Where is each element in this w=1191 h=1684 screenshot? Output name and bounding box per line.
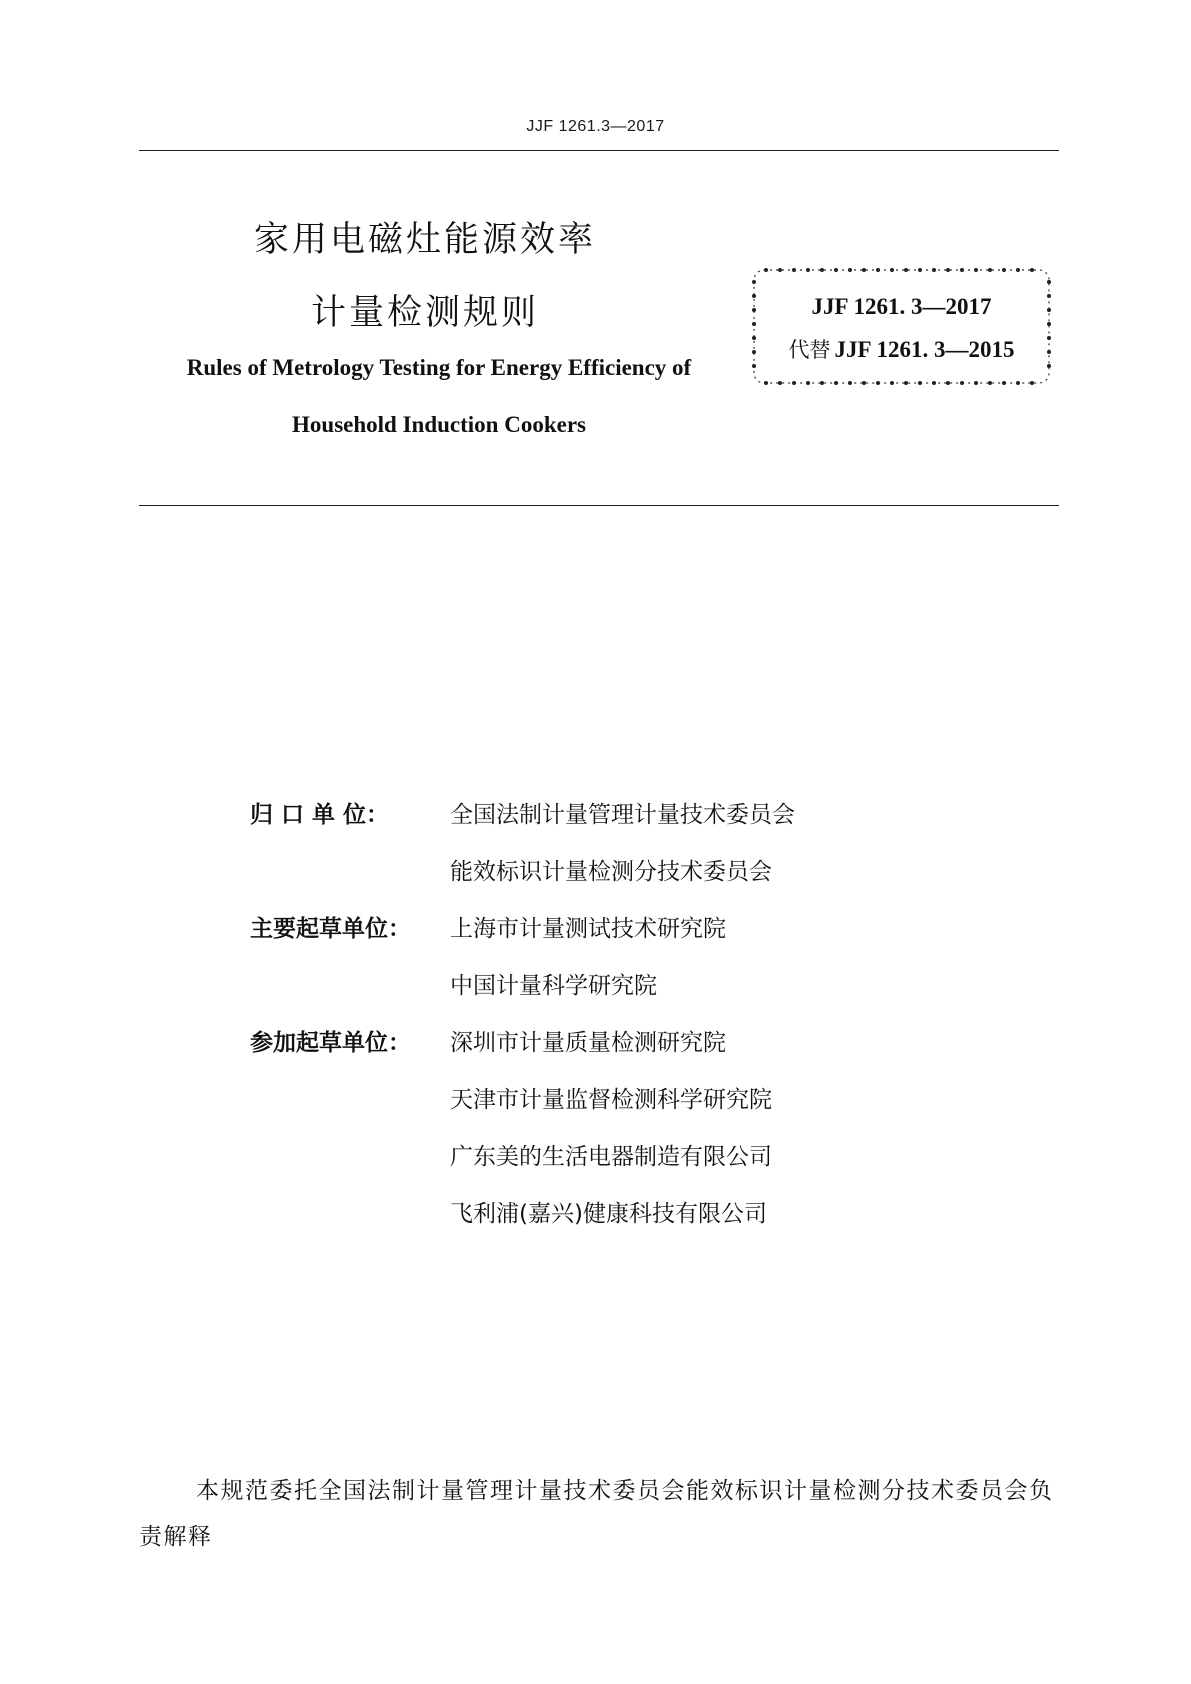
ornamental-border xyxy=(750,266,1053,387)
border-dot xyxy=(806,381,810,385)
border-dot xyxy=(792,268,796,272)
border-dot xyxy=(778,381,782,385)
border-dot xyxy=(862,381,866,385)
border-dot xyxy=(752,364,756,368)
org-label-main-drafters: 主要起草单位： xyxy=(250,916,411,942)
org-value: 飞利浦(嘉兴)健康科技有限公司 xyxy=(450,1201,767,1227)
border-dot xyxy=(974,381,978,385)
border-dot xyxy=(1002,381,1006,385)
border-dot xyxy=(904,268,908,272)
border-dot xyxy=(806,268,810,272)
border-dot xyxy=(752,280,756,284)
border-dot xyxy=(904,381,908,385)
border-dot xyxy=(932,381,936,385)
border-dot xyxy=(752,322,756,326)
border-dot xyxy=(1030,381,1034,385)
middle-divider xyxy=(139,505,1059,506)
border-dot xyxy=(988,268,992,272)
border-dot xyxy=(848,381,852,385)
title-zh-line1: 家用电磁灶能源效率 xyxy=(253,220,596,260)
border-dot xyxy=(848,268,852,272)
border-dot xyxy=(918,268,922,272)
interpretation-note: 本规范委托全国法制计量管理计量技术委员会能效标识计量检测分技术委员会负责解释 xyxy=(139,1478,1054,1550)
org-value: 广东美的生活电器制造有限公司 xyxy=(450,1144,772,1170)
border-dot xyxy=(1002,268,1006,272)
border-dot xyxy=(1047,364,1051,368)
border-dot xyxy=(1016,381,1020,385)
border-dot xyxy=(1016,268,1020,272)
border-dot xyxy=(862,268,866,272)
org-label-participating-drafters: 参加起草单位： xyxy=(250,1030,411,1056)
border-dot xyxy=(890,381,894,385)
border-dot xyxy=(946,381,950,385)
org-value: 深圳市计量质量检测研究院 xyxy=(450,1030,726,1056)
border-dot xyxy=(918,381,922,385)
replaces-line xyxy=(750,334,1053,364)
org-value: 天津市计量监督检测科学研究院 xyxy=(450,1087,772,1113)
title-en-line2: Household Induction Cookers xyxy=(292,412,586,437)
border-dot xyxy=(834,268,838,272)
top-divider xyxy=(139,150,1059,151)
border-dot xyxy=(890,268,894,272)
border-dot xyxy=(876,381,880,385)
border-dot xyxy=(932,268,936,272)
border-dot xyxy=(1047,280,1051,284)
org-value: 能效标识计量检测分技术委员会 xyxy=(450,859,772,885)
org-value: 上海市计量测试技术研究院 xyxy=(450,916,726,942)
border-dot xyxy=(960,381,964,385)
org-value: 全国法制计量管理计量技术委员会 xyxy=(450,802,795,828)
border-dot xyxy=(764,381,768,385)
border-dot xyxy=(820,268,824,272)
border-dot xyxy=(820,381,824,385)
border-dot xyxy=(1030,268,1034,272)
org-value: 中国计量科学研究院 xyxy=(450,973,657,999)
replaces-code: JJF 1261. 3—2015 xyxy=(834,337,1015,362)
border-dot xyxy=(792,381,796,385)
border-dot xyxy=(1047,322,1051,326)
border-dot xyxy=(764,268,768,272)
border-dot xyxy=(988,381,992,385)
border-dot xyxy=(834,381,838,385)
border-dot xyxy=(778,268,782,272)
org-label-responsible: 归 口 单 位： xyxy=(250,802,390,828)
standard-code-box xyxy=(750,266,1053,387)
standard-code: JJF 1261. 3—2017 xyxy=(811,294,992,319)
title-en-line1: Rules of Metrology Testing for Energy Efficiency of xyxy=(186,355,692,380)
border-dot xyxy=(876,268,880,272)
border-dot xyxy=(960,268,964,272)
running-header-code: JJF 1261.3—2017 xyxy=(526,118,665,135)
title-zh-line2: 计量检测规则 xyxy=(310,293,539,333)
border-dot xyxy=(974,268,978,272)
replaces-prefix: 代替 xyxy=(788,338,831,362)
border-dot xyxy=(946,268,950,272)
